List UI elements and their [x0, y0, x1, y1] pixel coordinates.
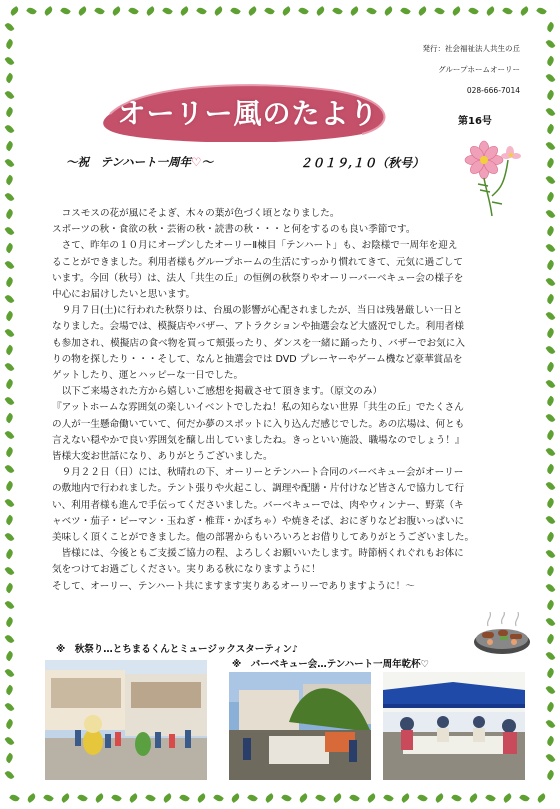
leaf-icon: [545, 532, 555, 543]
leaf-icon: [128, 6, 139, 16]
body-line: 中心にお届けしたいと思います。: [52, 289, 196, 301]
leaf-icon: [4, 515, 14, 526]
leaf-icon: [545, 209, 555, 220]
body-line: 気をつけてお過ごしください。実りある秋になりますように！: [52, 564, 321, 576]
heart-icon: ♡: [191, 155, 202, 169]
phone-number: 028-666-7014: [466, 86, 520, 95]
leaf-icon: [519, 793, 530, 803]
body-line: スポーツの秋・食欲の秋・芸術の秋・読書の秋・・・と何をするのも良い季節です。: [52, 224, 416, 236]
leaf-icon: [60, 6, 71, 16]
leaf-icon: [545, 396, 555, 407]
leaf-icon: [26, 793, 37, 803]
leaf-icon: [230, 6, 241, 16]
leaf-icon: [400, 6, 411, 16]
leaf-icon: [43, 793, 54, 803]
leaf-icon: [4, 294, 14, 305]
leaf-icon: [434, 793, 445, 803]
leaf-icon: [4, 549, 14, 560]
body-line: 『アットホームな雰囲気の楽しいイベントでしたね！私の知らない世界「共生の丘」でたくさん: [52, 402, 464, 414]
leaf-icon: [545, 719, 555, 730]
leaf-icon: [545, 702, 555, 713]
leaf-icon: [4, 243, 14, 254]
leaf-icon: [545, 56, 555, 67]
festival-caption: ※ 秋祭り…とちまるくんとミュージックスターティン♪: [56, 644, 299, 655]
subtitle-end: 〜: [201, 155, 213, 169]
leaf-icon: [213, 793, 224, 803]
leaf-icon: [4, 124, 14, 135]
body-line: 皆様には、今後ともご支援ご協力の程、よろしくお願いいたします。時節柄くれぐれもお体に: [52, 548, 464, 560]
leaf-icon: [4, 430, 14, 441]
bbq-tent-photo: [229, 672, 371, 780]
leaf-icon: [4, 175, 14, 186]
leaf-icon: [9, 793, 20, 803]
bbq-toast-photo: [383, 672, 525, 780]
leaf-icon: [4, 158, 14, 169]
body-line: も参加され、模擬店の食べ物を買って頬張ったり、ダンスを一緒に踊ったり、バザーでお気に入: [52, 337, 465, 349]
leaf-icon: [111, 6, 122, 16]
leaf-icon: [545, 583, 555, 594]
leaf-icon: [545, 124, 555, 135]
leaf-icon: [281, 793, 292, 803]
leaf-icon: [383, 793, 394, 803]
leaf-icon: [4, 634, 14, 645]
leaf-icon: [4, 226, 14, 237]
leaf-icon: [4, 413, 14, 424]
leaf-icon: [4, 770, 14, 781]
leaf-icon: [545, 617, 555, 628]
leaf-icon: [281, 6, 292, 16]
leaf-icon: [247, 6, 258, 16]
leaf-icon: [4, 362, 14, 373]
body-line: ９月７日(土)に行われた秋祭りは、台風の影響が心配されましたが、当日は残暑厳しい一日と: [52, 305, 463, 317]
leaf-icon: [545, 73, 555, 84]
leaf-icon: [4, 464, 14, 475]
body-line: います。今回（秋号）は、法人「共生の丘」の恒例の秋祭りやオーリーバーベキュー会の様子を: [52, 272, 464, 284]
leaf-icon: [502, 793, 513, 803]
body-line: コスモスの花が風にそよぎ、木々の葉が色づく頃となりました。: [52, 208, 340, 219]
leaf-icon: [43, 6, 54, 16]
leaf-icon: [111, 793, 122, 803]
leaf-icon: [451, 793, 462, 803]
leaf-icon: [545, 158, 555, 169]
leaf-icon: [332, 6, 343, 16]
body-line: ゲットしたり、運とハッピーな一日でした。: [52, 370, 244, 382]
leaf-icon: [545, 634, 555, 645]
leaf-icon: [196, 6, 207, 16]
leaf-icon: [366, 793, 377, 803]
leaf-icon: [4, 328, 14, 339]
leaf-icon: [4, 22, 14, 33]
leaf-icon: [545, 379, 555, 390]
leaf-icon: [94, 793, 105, 803]
leaf-icon: [4, 600, 14, 611]
leaf-icon: [545, 311, 555, 322]
leaf-icon: [545, 464, 555, 475]
leaf-icon: [417, 793, 428, 803]
leaf-icon: [519, 6, 530, 16]
leaf-icon: [4, 736, 14, 747]
leaf-icon: [545, 243, 555, 254]
leaf-icon: [4, 702, 14, 713]
leaf-icon: [247, 793, 258, 803]
leaf-icon: [332, 793, 343, 803]
leaf-icon: [468, 793, 479, 803]
body-line: りの物を探したり・・・そして、なんと抽選会では DVD プレーヤーやゲーム機など豪華賞品を: [52, 353, 463, 365]
leaf-icon: [400, 793, 411, 803]
article-body: [52, 206, 522, 595]
leaf-icon: [545, 685, 555, 696]
leaf-icon: [545, 736, 555, 747]
leaf-icon: [545, 345, 555, 356]
leaf-icon: [545, 277, 555, 288]
leaf-icon: [545, 90, 555, 101]
leaf-icon: [162, 6, 173, 16]
leaf-icon: [4, 583, 14, 594]
leaf-icon: [264, 793, 275, 803]
leaf-icon: [536, 6, 547, 16]
leaf-icon: [468, 6, 479, 16]
leaf-icon: [4, 107, 14, 118]
newsletter-title: オーリー風のたより: [117, 97, 379, 130]
leaf-icon: [434, 6, 445, 16]
leaf-icon: [545, 566, 555, 577]
leaf-icon: [298, 793, 309, 803]
leaf-icon: [4, 39, 14, 50]
leaf-icon: [545, 430, 555, 441]
leaf-icon: [179, 6, 190, 16]
issue-number: 第16号: [458, 116, 492, 127]
leaf-icon: [315, 793, 326, 803]
leaf-icon: [4, 498, 14, 509]
home-name-label: グループホームオーリー: [438, 65, 520, 74]
leaf-icon: [545, 447, 555, 458]
body-line: 以下ご来場された方から嬉しいご感想を掲載させて頂きます。（原文のみ）: [52, 386, 383, 398]
leaf-icon: [545, 22, 555, 33]
leaf-icon: [536, 793, 547, 803]
leaf-icon: [77, 6, 88, 16]
body-line: ることができました。利用者様もグループホームの生活にすっかり慣れてきて、元気に過ごして: [52, 256, 463, 268]
leaf-icon: [213, 6, 224, 16]
body-line: ９月２２日（日）には、秋晴れの下、オーリーとテンハート合同のバーベキュー会がオーリー: [52, 467, 464, 479]
body-line: の人が一生懸命働いていて、何だか夢のスポットに入り込んだ感じでした。あの広場は、何とも: [52, 418, 465, 430]
leaf-icon: [417, 6, 428, 16]
leaf-icon: [60, 793, 71, 803]
leaf-icon: [545, 294, 555, 305]
subtitle: [66, 154, 213, 170]
leaf-icon: [545, 362, 555, 373]
leaf-icon: [545, 192, 555, 203]
bbq-caption: ※ バーベキュー会…テンハート一周年乾杯♡: [232, 659, 430, 670]
leaf-icon: [4, 73, 14, 84]
leaf-icon: [485, 6, 496, 16]
publisher-label: 発行：社会福祉法人共生の丘: [422, 44, 520, 53]
leaf-icon: [128, 793, 139, 803]
leaf-icon: [4, 566, 14, 577]
leaf-icon: [545, 141, 555, 152]
leaf-icon: [4, 379, 14, 390]
leaf-icon: [9, 6, 20, 16]
leaf-icon: [264, 6, 275, 16]
body-line: の敷地内で行われました。テント張りや火起こし、調理や配膳・片付けなど皆さんで協力して行: [52, 483, 465, 495]
leaf-icon: [545, 498, 555, 509]
leaf-icon: [451, 6, 462, 16]
leaf-icon: [4, 260, 14, 271]
leaf-icon: [545, 753, 555, 764]
leaf-icon: [162, 793, 173, 803]
leaf-icon: [4, 481, 14, 492]
leaf-icon: [545, 481, 555, 492]
leaf-icon: [545, 515, 555, 526]
body-line: ャベツ・茄子・ピーマン・玉ねぎ・椎茸・かぼちゃ）や焼きそば、おにぎりなどお腹いっぱいに: [52, 515, 465, 527]
leaf-icon: [315, 6, 326, 16]
leaf-icon: [545, 260, 555, 271]
body-line: なりました。会場では、模擬店やバザー、アトラクションや抽選会など大盛況でした。利用者様: [52, 321, 464, 333]
body-line: い、利用者様も進んで手伝ってくださいました。バーベキューでは、肉やウィンナー、野菜（キ: [52, 499, 464, 511]
leaf-icon: [4, 56, 14, 67]
leaf-icon: [4, 311, 14, 322]
leaf-icon: [4, 277, 14, 288]
body-line: 美味しく頂くことができました。他の部署からもいろいろとお借りしてありがとうございました。: [52, 532, 475, 544]
body-line: 言えない穏やかで良い雰囲気を醸し出していましたね。きっといい施設、職場なのでしょう！』: [52, 434, 465, 446]
leaf-icon: [4, 719, 14, 730]
leaf-icon: [4, 668, 14, 679]
leaf-icon: [4, 90, 14, 101]
leaf-icon: [383, 6, 394, 16]
leaf-icon: [145, 793, 156, 803]
leaf-icon: [298, 6, 309, 16]
leaf-icon: [4, 532, 14, 543]
leaf-icon: [349, 793, 360, 803]
leaf-icon: [502, 6, 513, 16]
leaf-icon: [4, 447, 14, 458]
leaf-icon: [545, 668, 555, 679]
leaf-icon: [545, 39, 555, 50]
leaf-icon: [94, 6, 105, 16]
leaf-icon: [545, 651, 555, 662]
body-line: さて、昨年の１０月にオープンしたオーリーⅡ棟目「テンハート」も、お陰様で一周年を迎え: [52, 240, 458, 252]
leaf-icon: [4, 141, 14, 152]
bbq-grill-illustration: [470, 612, 534, 662]
leaf-icon: [4, 396, 14, 407]
body-line: 皆様大変お世話になり、ありがとうございました。: [52, 451, 273, 463]
leaf-icon: [4, 209, 14, 220]
leaf-icon: [4, 345, 14, 356]
leaf-icon: [4, 651, 14, 662]
leaf-icon: [545, 600, 555, 611]
leaf-icon: [545, 328, 555, 339]
subtitle-text: 〜祝 テンハート一周年: [66, 155, 192, 169]
leaf-icon: [545, 549, 555, 560]
leaf-icon: [4, 617, 14, 628]
leaf-icon: [230, 793, 241, 803]
leaf-icon: [545, 175, 555, 186]
leaf-icon: [4, 192, 14, 203]
leaf-icon: [26, 6, 37, 16]
issue-date: ２０１９,１０（秋号）: [300, 156, 425, 170]
leaf-icon: [179, 793, 190, 803]
leaf-icon: [366, 6, 377, 16]
body-line: そして、オーリー、テンハート共にますます実りあるオーリーでありますように！〜: [52, 580, 415, 592]
leaf-icon: [545, 413, 555, 424]
leaf-icon: [4, 685, 14, 696]
leaf-icon: [349, 6, 360, 16]
leaf-icon: [545, 226, 555, 237]
leaf-icon: [145, 6, 156, 16]
leaf-icon: [196, 793, 207, 803]
leaf-icon: [545, 107, 555, 118]
leaf-icon: [77, 793, 88, 803]
leaf-icon: [545, 770, 555, 781]
leaf-icon: [485, 793, 496, 803]
leaf-icon: [4, 753, 14, 764]
festival-photo: [45, 660, 207, 780]
